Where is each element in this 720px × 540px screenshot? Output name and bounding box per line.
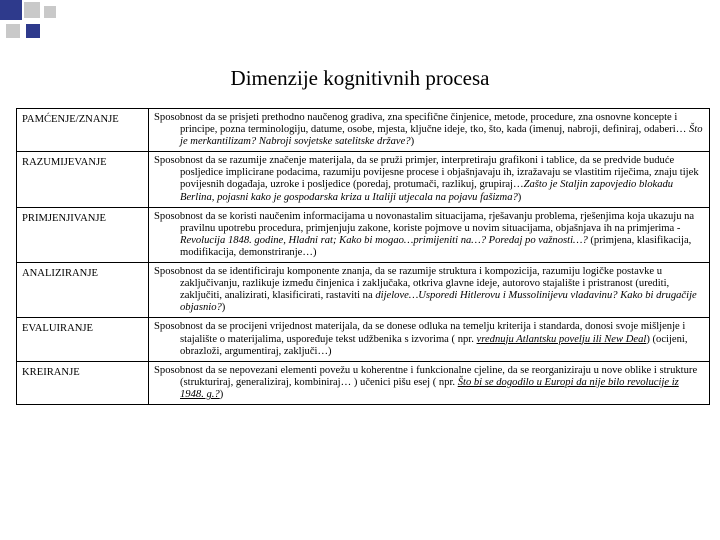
example-question: dijelove…Usporedi Hitlerovu i Mussolinijevu vladavinu? Kako bi drugačije objasnio? bbox=[180, 290, 697, 314]
description-text: ) bbox=[221, 302, 226, 314]
description-text: Sposobnost da se prisjeti prethodno naučenog gradiva, zna specifične činjenice, metode, procedure, zna osnovne koncepte i principe, pozna terminologiju, datume, osobe, mjesta, ključne ideje, tko, što, kada (imenuj, nabroji, definiraj, odaberi… bbox=[154, 112, 689, 136]
table-row bbox=[17, 361, 710, 404]
description-text: ) bbox=[410, 136, 415, 148]
page-title: Dimenzije kognitivnih procesa bbox=[230, 66, 490, 90]
table-row bbox=[17, 318, 710, 361]
example-question: Što je merkantilizam? Nabroji sovjetske satelitske države? bbox=[180, 124, 703, 148]
cognitive-dimensions-table bbox=[16, 108, 710, 405]
dimension-term: KREIRANJE bbox=[17, 361, 149, 404]
dimension-description bbox=[149, 109, 710, 152]
example-question: Što bi se dogodilo u Europi da nije bilo revolucije iz 1948. g.? bbox=[180, 376, 679, 400]
dimension-description bbox=[149, 263, 710, 318]
dimension-term: EVALUIRANJE bbox=[17, 318, 149, 361]
dimension-description bbox=[149, 152, 710, 207]
table-row bbox=[17, 109, 710, 152]
description-text: (primjena, klasifikacija, modifikacija, demonstriranje…) bbox=[180, 234, 692, 258]
description-text: Sposobnost da se razumije značenje materijala, da se pruži primjer, interpretiraju grafikoni i tablice, da se predvide buduće posljedice implicirane podacima, razumiju povijesne procese i objašnjavaju ih, izražavaju se vlastitim riječima, znaju tijek povijesnih događaja, uzroke i posljedice (poredaj, protumači, razlikuj, grupiraj… bbox=[154, 155, 699, 191]
table-row bbox=[17, 152, 710, 207]
dimension-term: PRIMJENJIVANJE bbox=[17, 207, 149, 262]
dimension-term: PAMĆENJE/ZNANJE bbox=[17, 109, 149, 152]
description-text: Sposobnost da se koristi naučenim informacijama u novonastalim situacijama, rješavanju problema, rješenjima koja ukazuju na pravilnu upotrebu procedura, primjenjuju zakone, koriste pojmove u novim situacijama, objašnjava ih na primjerima - bbox=[154, 210, 695, 234]
description-text: Sposobnost da se identificiraju komponente znanja, da se razumije struktura i kompozicija, razumiju logičke postavke u zaključivanju, razlikuje između činjenica i zaključaka, otkriva glavne ideje, autorovo stajalište i pristranost (urediti, zaključiti, analizirati, klasificirati, rastaviti na bbox=[154, 266, 670, 302]
description-text: ) bbox=[517, 191, 522, 203]
dimension-description bbox=[149, 318, 710, 361]
dimension-term: ANALIZIRANJE bbox=[17, 263, 149, 318]
description-text: ) bbox=[219, 388, 224, 400]
table-row bbox=[17, 263, 710, 318]
example-question: Zašto je Staljin zapovjedio blokadu Berlina, pojasni kako je gospodarska kriza u Italiji utjecala na pojavu fašizma? bbox=[180, 179, 674, 203]
dimension-description bbox=[149, 207, 710, 262]
dimension-term: RAZUMIJEVANJE bbox=[17, 152, 149, 207]
description-text: ) (ocijeni, obrazloži, argumentiraj, zaključi…) bbox=[180, 333, 688, 357]
corner-decoration bbox=[0, 0, 60, 44]
description-text: Sposobnost da se procijeni vrijednost materijala, da se donese odluka na temelju kriterija i standarda, donosi svoje mišljenje i stajalište o materijalima, uspoređuje tekst udžbenika s izvorima ( npr. bbox=[154, 321, 686, 345]
table-row bbox=[17, 207, 710, 262]
example-question: Revolucija 1848. godine, Hladni rat; Kako bi mogao…primijeniti na…? Poredaj po važnosti…? bbox=[180, 234, 588, 246]
dimension-description bbox=[149, 361, 710, 404]
description-text: Sposobnost da se nepovezani elementi povežu u koherentne i funkcionalne cjeline, da se reorganiziraju u nove oblike i strukture (strukturiraj, generaliziraj, kombiniraj… ) učenici pišu esej ( npr. bbox=[154, 364, 698, 388]
example-question: vrednuju Atlantsku povelju ili New Deal bbox=[476, 333, 647, 345]
